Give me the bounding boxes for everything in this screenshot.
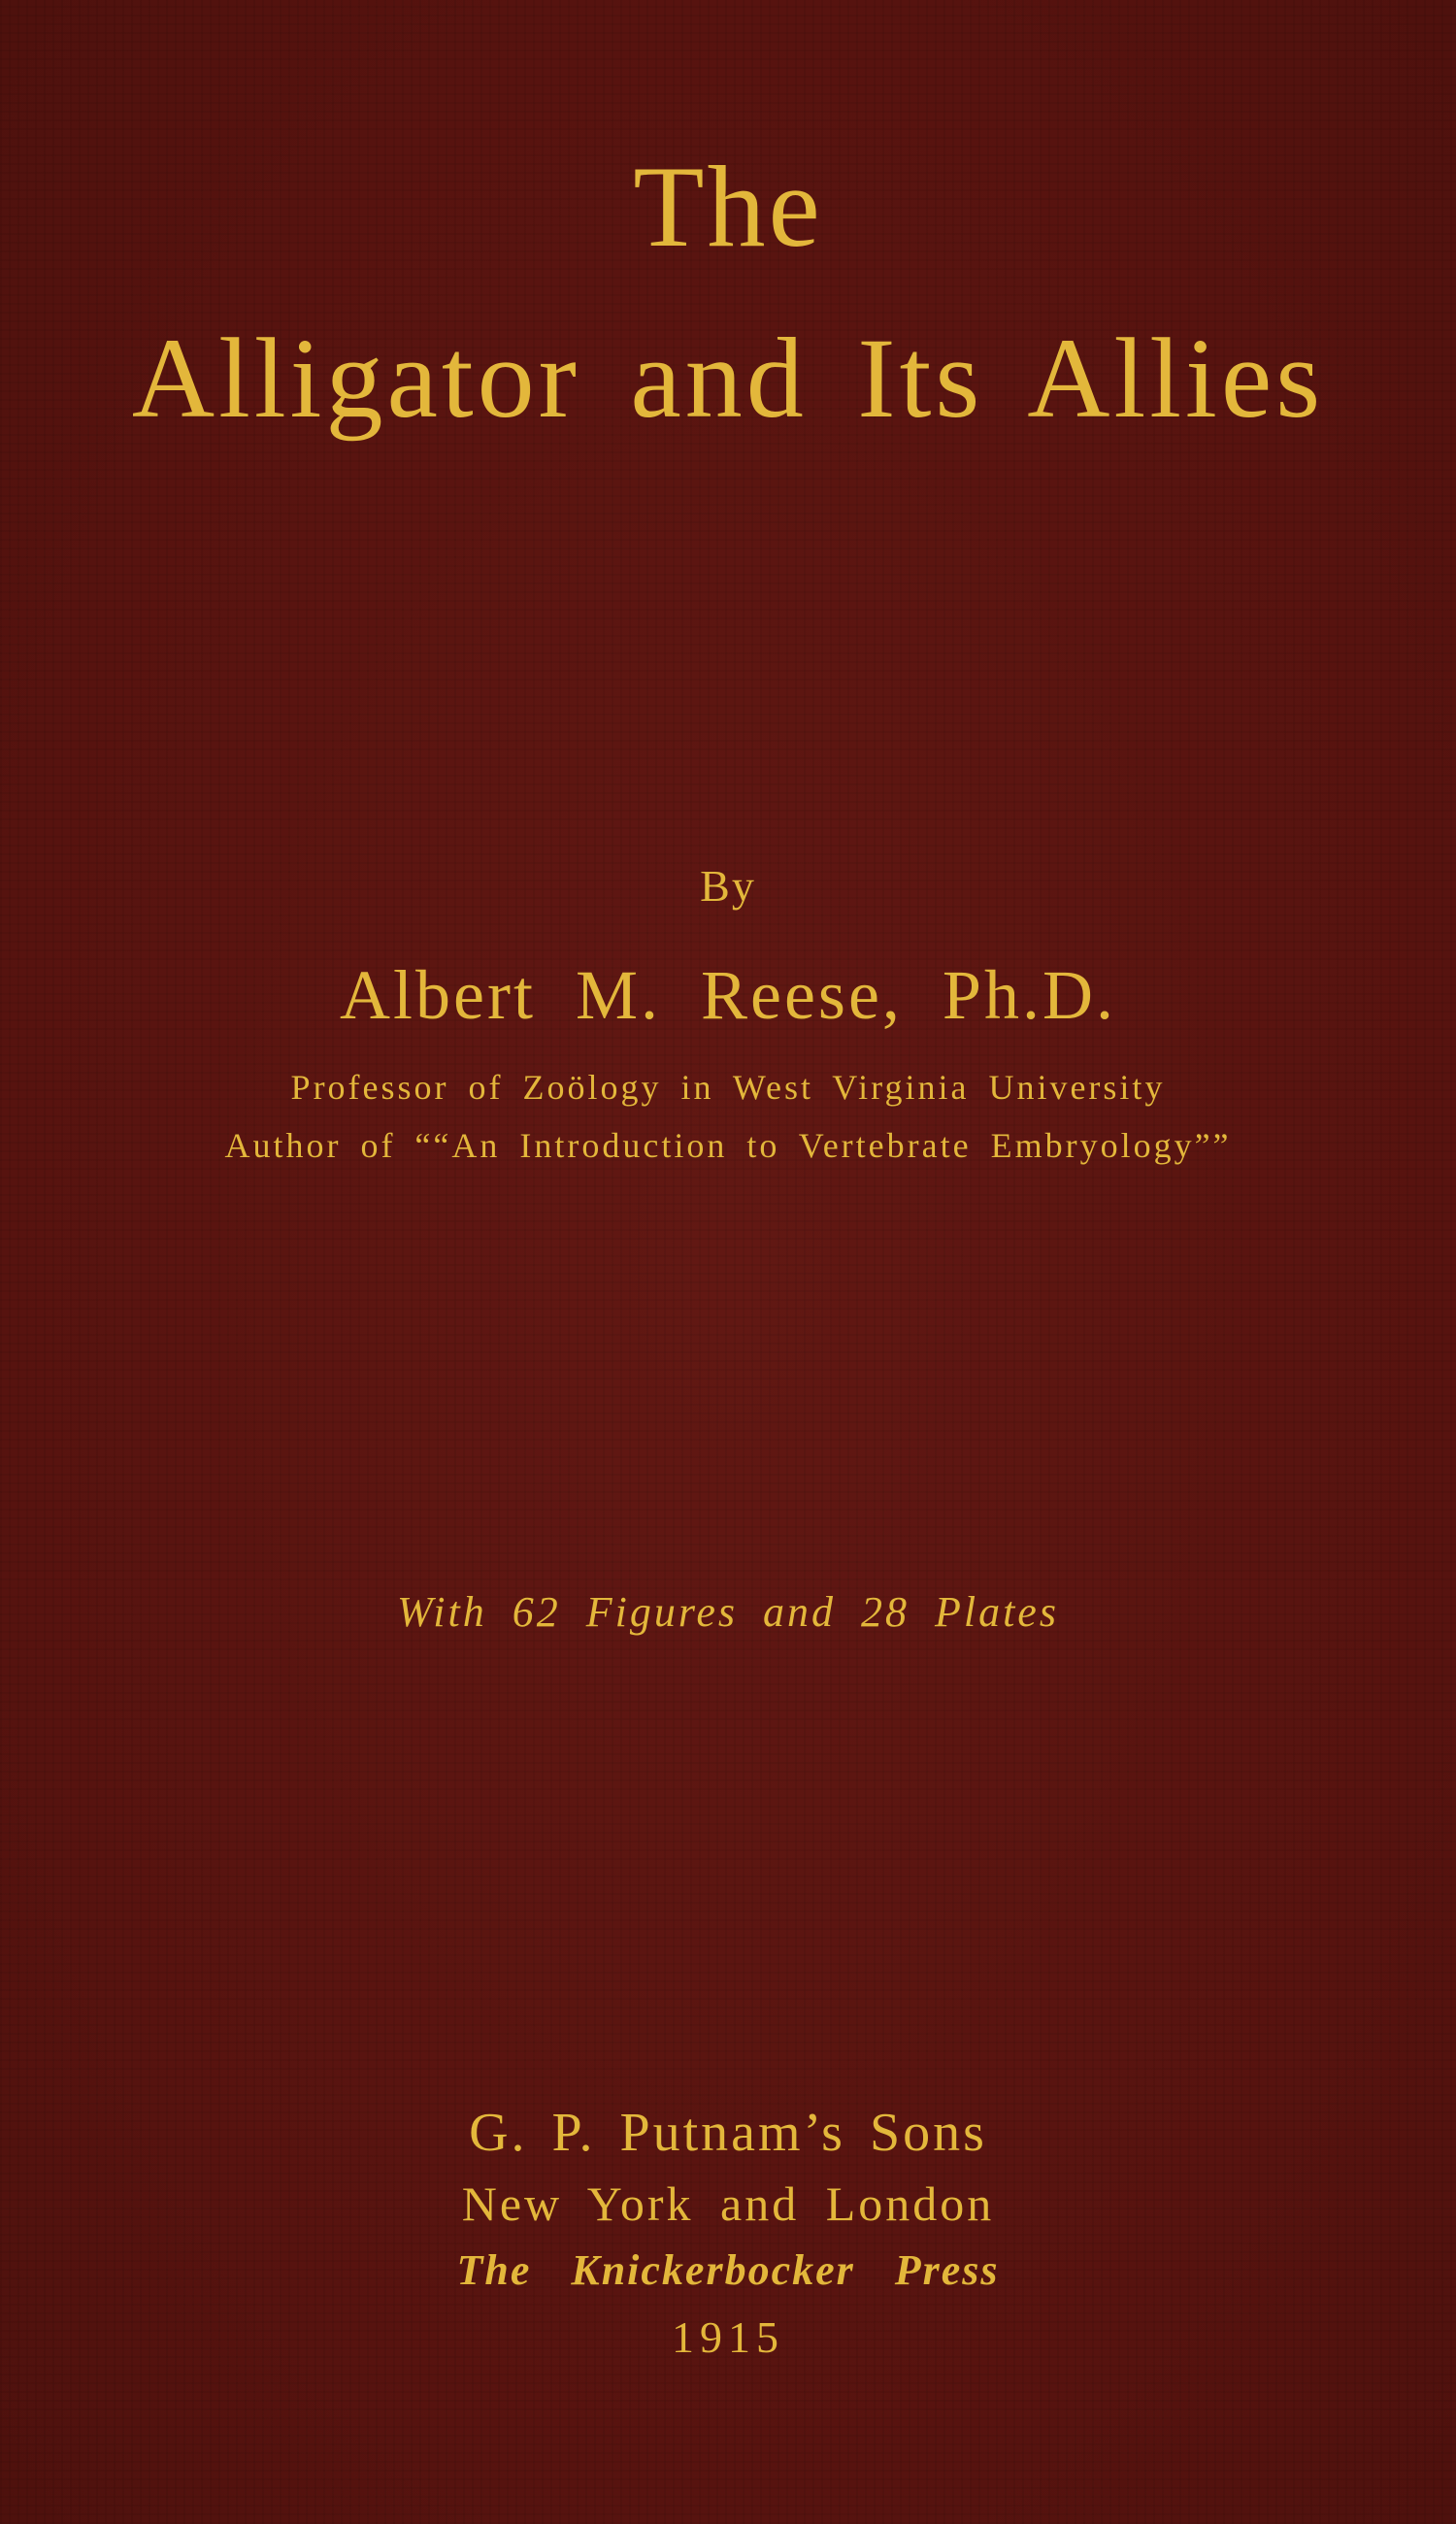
author-credential-2: Author of ““An Introduction to Vertebrate Embryology”” [224, 1126, 1232, 1165]
title-line-2: Alligator and Its Allies [131, 315, 1325, 442]
author-name: Albert M. Reese, Ph.D. [340, 956, 1116, 1034]
byline-label: By [700, 861, 756, 911]
author-credential-1: Professor of Zoölogy in West Virginia University [290, 1068, 1166, 1107]
publisher-place: New York and London [461, 2176, 995, 2231]
illustrations-note: With 62 Figures and 28 Plates [397, 1588, 1059, 1636]
title-line-1: The [633, 142, 823, 271]
publication-year: 1915 [672, 2312, 784, 2362]
press-name: The Knickerbocker Press [456, 2246, 1000, 2294]
publisher-name: G. P. Putnam’s Sons [469, 2103, 987, 2163]
